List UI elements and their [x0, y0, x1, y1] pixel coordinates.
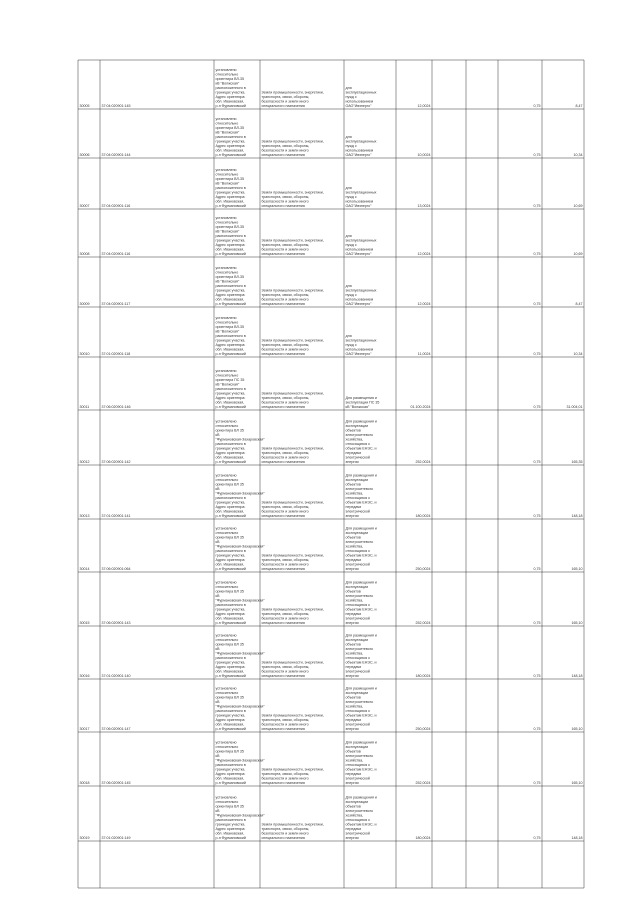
cell-area: 12,0024 [417, 104, 431, 108]
cell-cad: 37:01:020901:118 [101, 352, 131, 356]
cell-use: для эксплуатационных нужд с использованием ОАО"Ивэнерго" [345, 334, 377, 356]
cell-tax: 10,34 [573, 352, 583, 356]
cell-tax: 10,69 [573, 204, 583, 208]
cell-tax: 165,35 [571, 460, 583, 464]
cell-cat: Земли промышленности, энергетики, транспорта, связи, обороны, безопасности и земли иного специального назначения [261, 822, 324, 840]
cell-cat: Земли промышленности, энергетики, транспорта, связи, обороны, безопасности и земли иного специального назначения [261, 446, 324, 464]
cell-rate: 0,75 [533, 204, 541, 208]
cell-tax: 148,18 [571, 514, 583, 518]
cell-num: 30013 [79, 514, 90, 518]
cell-use: Для размещения и эксплуатации объектов электросетевого хозяйства, относящихся к объектам ЕНЭС, и передачи электрической энергии [345, 795, 377, 840]
cell-rate: 0,75 [533, 514, 541, 518]
table-row [80, 316, 583, 356]
table-row [80, 168, 583, 208]
cell-desc: установлено относительно ориентира ВЛ 35 кВ "Фурмановская-Захаровская" расположенного в границах участка. Адрес ориентира: обл. Ивановская, р-н Фурмановский [215, 633, 265, 678]
cell-num: 30005 [79, 104, 90, 108]
cell-cad: 37:06:020901:146 [101, 405, 131, 409]
cell-cad: 37:04:020901:116 [101, 252, 131, 256]
cell-tax: 165,10 [571, 567, 583, 571]
cell-desc: установлено относительно ориентира ВЛ-35 кВ "Волжская" расположенного в границах участка. Адрес ориентира: обл. Ивановская, р-н Фурмановский [215, 168, 246, 208]
cell-cad: 37:06:020901:064 [101, 567, 131, 571]
cell-tax: 8,47 [575, 104, 583, 108]
cell-rate: 0,75 [533, 621, 541, 625]
cell-rate: 0,75 [533, 405, 541, 409]
cell-tax: 10,34 [573, 153, 583, 157]
cell-rate: 0,75 [533, 104, 541, 108]
cell-cat: Земли промышленности, энергетики, транспорта, связи, обороны, безопасности и земли иного специального назначения [261, 90, 324, 108]
cell-tax: 31.004,01 [566, 405, 583, 409]
cell-area: 01.100.2024 [410, 405, 431, 409]
table-row [80, 420, 583, 465]
cell-tax: 10,69 [573, 252, 583, 256]
cell-area: 252,0024 [415, 460, 431, 464]
cell-desc: установлено относительно ориентира ВЛ 35 кВ "Фурмановская-Захаровская" расположенного в границах участка. Адрес ориентира: обл. Ивановская, р-н Фурмановский [215, 795, 265, 840]
cell-area: 180,0024 [415, 836, 431, 840]
cell-tax: 165,10 [571, 727, 583, 731]
cell-area: 180,0024 [415, 514, 431, 518]
cell-tax: 148,18 [571, 674, 583, 678]
cell-area: 12,0024 [417, 302, 431, 306]
table-row [80, 796, 583, 841]
cell-cat: Земли промышленности, энергетики, транспорта, связи, обороны, безопасности и земли иного специального назначения [261, 713, 324, 731]
cell-desc: установлено относительно ориентира ВЛ 35 кВ "Фурмановская-Захаровская" расположенного в границах участка. Адрес ориентира: обл. Ивановская, р-н Фурмановский [215, 686, 265, 731]
table-row [80, 216, 583, 256]
cell-tax: 8,47 [575, 302, 583, 306]
cell-use: Для размещения и эксплуатации объектов электросетевого хозяйства, относящихся к объектам ЕНЭС, и передачи электрической энергии [345, 633, 377, 678]
cell-tax: 165,10 [571, 781, 583, 785]
cell-desc: установлено относительно ориентира ВЛ 35 кВ "Фурмановская-Захаровская" расположенного в границах участка. Адрес ориентира: обл. Ивановская, р-н Фурмановский [215, 526, 265, 571]
cell-use: Для размещения и эксплуатации объектов электросетевого хозяйства, относящихся к объектам ЕНЭС, и передачи электрической энергии [345, 580, 377, 625]
cell-rate: 0,75 [533, 153, 541, 157]
table-grid [78, 60, 584, 888]
cell-cad: 37:06:020901:145 [101, 781, 131, 785]
cell-num: 30010 [79, 352, 90, 356]
cell-desc: установлено относительно ориентира ВЛ-35 кВ "Волжская" расположенного в границах участка. Адрес ориентира: обл. Ивановская, р-н Фурмановский [215, 117, 246, 157]
cell-tax: 148,18 [571, 836, 583, 840]
cell-use: для эксплуатационных нужд с использованием ОАО"Ивэнерго" [345, 135, 377, 157]
cell-desc: установлено относительно ориентира ВЛ 35 кВ "Фурмановская-Захаровская" расположенного в границах участка. Адрес ориентира: обл. Ивановская, р-н Фурмановский [215, 473, 265, 518]
cell-rate: 0,75 [533, 567, 541, 571]
cell-desc: установлено относительно ориентира ВЛ-35 кВ "Волжская" расположенного в границах участка. Адрес ориентира: обл. Ивановская, р-н Фурмановский [215, 68, 246, 108]
cell-rate: 0,75 [533, 674, 541, 678]
cell-use: для эксплуатационных нужд с использованием ОАО"Ивэнерго" [345, 284, 377, 306]
cell-cat: Земли промышленности, энергетики, транспорта, связи, обороны, безопасности и земли иного специального назначения [261, 139, 324, 157]
cell-cad: 37:06:020901:143 [101, 621, 131, 625]
cell-cad: 37:01:020901:141 [101, 514, 131, 518]
cell-cat: Земли промышленности, энергетики, транспорта, связи, обороны, безопасности и земли иного специального назначения [261, 338, 324, 356]
cell-area: 252,0024 [415, 781, 431, 785]
cell-num: 30007 [79, 204, 90, 208]
cell-area: 12,0024 [417, 252, 431, 256]
cell-use: для эксплуатационных нужд с использованием ОАО"Ивэнерго" [345, 234, 377, 256]
cell-num: 30017 [79, 727, 90, 731]
cell-cat: Земли промышленности, энергетики, транспорта, связи, обороны, безопасности и земли иного специального назначения [261, 190, 324, 208]
cell-cad: 37:04:020901:145 [101, 104, 131, 108]
cell-desc: установлено относительно ориентира ВЛ-35 кВ "Волжская" расположенного в границах участка. Адрес ориентира: обл. Ивановская, р-н Фурмановский [215, 216, 246, 256]
cell-num: 30009 [79, 302, 90, 306]
cell-cad: 37:04:020901:116 [101, 204, 131, 208]
cell-desc: установлено относительно ориентира ВЛ-35 кВ "Волжская" расположенного в границах участка. Адрес ориентира: обл. Ивановская, р-н Фурмановский [215, 266, 246, 306]
cell-num: 30012 [79, 460, 90, 464]
cell-use: Для размещения и эксплуатации объектов электросетевого хозяйства, относящихся к объектам ЕНЭС, и передачи электрической энергии [345, 419, 377, 464]
cell-cat: Земли промышленности, энергетики, транспорта, связи, обороны, безопасности и земли иного специального назначения [261, 767, 324, 785]
cell-cat: Земли промышленности, энергетики, транспорта, связи, обороны, безопасности и земли иного специального назначения [261, 238, 324, 256]
cell-cad: 37:01:020901:140 [101, 674, 131, 678]
cell-rate: 0,75 [533, 302, 541, 306]
cell-desc: установлено относительно ориентира ВЛ 35 кВ "Фурмановская-Захаровская" расположенного в границах участка. Адрес ориентира: обл. Ивановская, р-н Фурмановский [215, 419, 265, 464]
cell-rate: 0,75 [533, 836, 541, 840]
cell-cad: 37:04:020901:144 [101, 153, 131, 157]
cell-cat: Земли промышленности, энергетики, транспорта, связи, обороны, безопасности и земли иного специального назначения [261, 500, 324, 518]
cell-cat: Земли промышленности, энергетики, транспорта, связи, обороны, безопасности и земли иного специального назначения [261, 553, 324, 571]
cell-use: Для размещения и эксплуатации ПС 35 кВ "Волжская" [345, 396, 380, 409]
cell-desc: установлено относительно ориентира ВЛ 35 кВ "Фурмановская-Захаровская" расположенного в границах участка. Адрес ориентира: обл. Ивановская, р-н Фурмановский [215, 580, 265, 625]
cell-num: 30006 [79, 153, 90, 157]
cell-use: для эксплуатационных нужд с использованием ОАО"Ивэнерго" [345, 86, 377, 108]
cell-num: 30011 [79, 405, 90, 409]
cell-num: 30018 [79, 781, 90, 785]
cell-cad: 37:06:020901:147 [101, 727, 131, 731]
cell-use: Для размещения и эксплуатации объектов электросетевого хозяйства, относящихся к объектам ЕНЭС, и передачи электрической энергии [345, 526, 377, 571]
cell-use: Для размещения и эксплуатации объектов электросетевого хозяйства, относящихся к объектам ЕНЭС, и передачи электрической энергии [345, 740, 377, 785]
cell-area: 11,0024 [417, 352, 431, 356]
table-row [80, 474, 583, 519]
table-row [80, 527, 583, 572]
cell-area: 250,0024 [415, 567, 431, 571]
cell-area: 250,0024 [415, 727, 431, 731]
cell-cat: Земли промышленности, энергетики, транспорта, связи, обороны, безопасности и земли иного специального назначения [261, 607, 324, 625]
table-row [80, 117, 583, 157]
cell-cat: Земли промышленности, энергетики, транспорта, связи, обороны, безопасности и земли иного специального назначения [261, 288, 324, 306]
cell-num: 30016 [79, 674, 90, 678]
cell-tax: 165,10 [571, 621, 583, 625]
cell-num: 30019 [79, 836, 90, 840]
table-row [80, 634, 583, 679]
cell-rate: 0,75 [533, 352, 541, 356]
cell-desc: установлено относительно ориентира ВЛ 35 кВ "Фурмановская-Захаровская" расположенного в границах участка. Адрес ориентира: обл. Ивановская, р-н Фурмановский [215, 740, 265, 785]
cell-cad: 37:01:020901:149 [101, 836, 131, 840]
table-row [80, 68, 583, 108]
table-row [80, 369, 583, 409]
cell-cat: Земли промышленности, энергетики, транспорта, связи, обороны, безопасности и земли иного специального назначения [261, 391, 324, 409]
cell-num: 30015 [79, 621, 90, 625]
cell-cad: 37:06:020901:142 [101, 460, 131, 464]
cell-desc: установлено относительно ориентира ВЛ-35 кВ "Волжская" расположенного в границах участка. Адрес ориентира: обл. Ивановская, р-н Фурмановский [215, 316, 246, 356]
cell-num: 30014 [79, 567, 90, 571]
cell-use: Для размещения и эксплуатации объектов электросетевого хозяйства, относящихся к объектам ЕНЭС, и передачи электрической энергии [345, 686, 377, 731]
cell-use: Для размещения и эксплуатации объектов электросетевого хозяйства, относящихся к объектам ЕНЭС, и передачи электрической энергии [345, 473, 377, 518]
cell-rate: 0,75 [533, 727, 541, 731]
cell-area: 180,0024 [415, 674, 431, 678]
cell-area: 10,0024 [417, 153, 431, 157]
cell-rate: 0,75 [533, 781, 541, 785]
cell-area: 252,0024 [415, 621, 431, 625]
cell-rate: 0,75 [533, 460, 541, 464]
table-row [80, 687, 583, 732]
cell-cat: Земли промышленности, энергетики, транспорта, связи, обороны, безопасности и земли иного специального назначения [261, 660, 324, 678]
cell-cad: 37:04:020901:117 [101, 302, 131, 306]
table-row [80, 266, 583, 306]
cell-rate: 0,75 [533, 252, 541, 256]
cell-num: 30008 [79, 252, 90, 256]
cell-area: 13,0024 [417, 204, 431, 208]
cell-use: для эксплуатационных нужд с использованием ОАО"Ивэнерго" [345, 186, 377, 208]
table-row [80, 581, 583, 626]
cell-desc: установлено относительно ориентира ПС 35 кВ "Волжская" расположенного в границах участка. Адрес ориентира: обл. Ивановская, р-н Фурмановский [215, 369, 246, 409]
table-row [80, 741, 583, 786]
